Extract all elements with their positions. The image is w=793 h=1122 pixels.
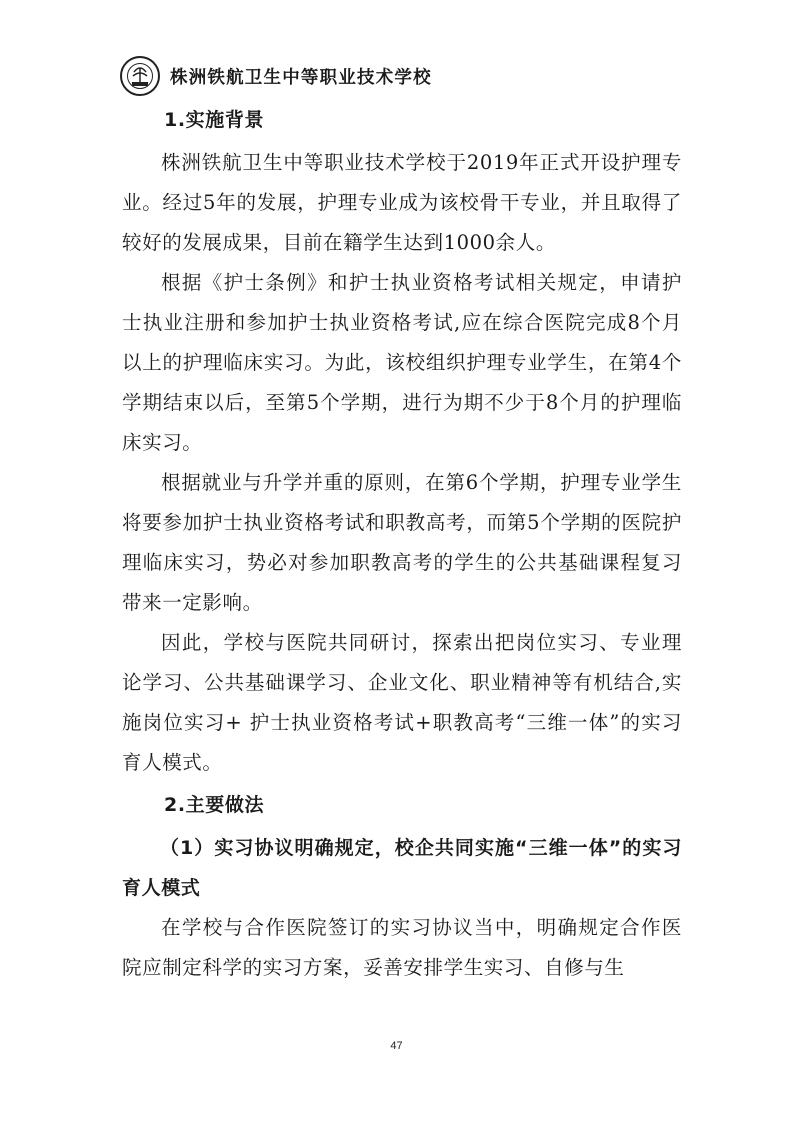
section-heading-practice: 2.主要做法 <box>164 794 265 816</box>
school-logo-icon <box>120 56 160 96</box>
page-number: 47 <box>390 1040 403 1052</box>
paragraph: 因此，学校与医院共同研讨，探索出把岗位实习、专业理论学习、公共基础课学习、企业文化、职业精神等有机结合,实施岗位实习+ 护士执业资格考试+职教高考“三维一体”的实习育人模式。 <box>122 631 682 774</box>
paragraph: 株洲铁航卫生中等职业技术学校于2019年正式开设护理专业。经过5年的发展，护理专业成为该校骨干专业，并且取得了较好的发展成果，目前在籍学生达到1000余人。 <box>122 151 682 254</box>
paragraph: 根据就业与升学并重的原则，在第6个学期，护理专业学生将要参加护士执业资格考试和职教高考，而第5个学期的医院护理临床实习，势必对参加职教高考的学生的公共基础课程复习带来一定影响。 <box>122 471 682 614</box>
page-header <box>120 56 432 96</box>
document-body <box>122 98 682 988</box>
paragraph: 根据《护士条例》和护士执业资格考试相关规定，申请护士执业注册和参加护士执业资格考试,应在综合医院完成8个月以上的护理临床实习。为此，该校组织护理专业学生，在第4个学期结束以后，至第5个学期，进行为期不少于8个月的护理临床实习。 <box>122 271 682 454</box>
paragraph: 在学校与合作医院签订的实习协议当中，明确规定合作医院应制定科学的实习方案，妥善安排学生实习、自修与生 <box>122 916 682 979</box>
subsection-heading: （1）实习协议明确规定，校企共同实施“三维一体”的实习育人模式 <box>122 837 682 899</box>
school-name: 株洲铁航卫生中等职业技术学校 <box>170 67 432 88</box>
section-heading-background: 1.实施背景 <box>164 109 265 131</box>
